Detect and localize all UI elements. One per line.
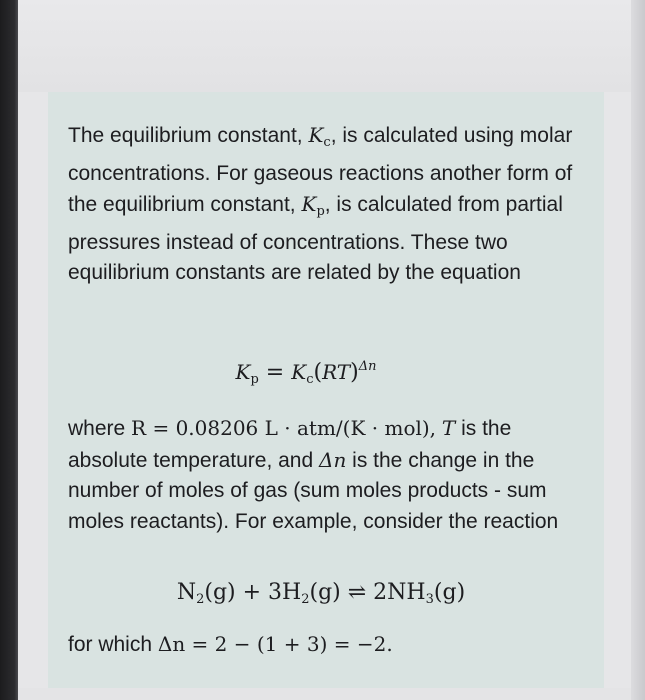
screen-edge [631,0,645,700]
reaction-equation: $N_2(g) + 3H_2(g)$ ⇌ $2NH_3(g)$ [176,580,466,607]
monitor-bezel [0,0,18,700]
kc-symbol: $K_c$ [308,123,331,150]
info-panel [48,92,604,688]
explanation-text-1: is the absolute temperature, and [68,417,512,472]
kp-symbol: $K_p$ [301,192,325,219]
relation-equation: $K_p = K_c(RT)^{\Delta n}$ [235,359,377,387]
explanation-text-2: is the change in the number of moles of gas (sum moles products - sum moles reactants). For example, consider the reaction [68,448,559,533]
explanation-paragraph [68,413,588,537]
gas-constant: R = 0.08206 L · atm/(K · mol), [131,416,437,440]
conclusion-line [68,632,393,657]
conclusion-math: Δn = 2 − (1 + 3) = −2. [157,632,393,656]
intro-text-2: , is calculated using molar concentrations. For gaseous reactions another form of the equilibrium constant, [68,124,573,216]
intro-text-3: , is calculated from partial pressures instead of concentrations. These two equilibrium constants are related by the equation [68,193,563,284]
intro-paragraph [68,120,588,289]
conclusion-prefix: for which [68,633,158,656]
delta-n-symbol: Δn [319,447,347,472]
screen-background [18,0,631,92]
screen-bottom [18,688,631,700]
intro-text-1: The equilibrium constant, [68,124,303,147]
where-text: where [68,417,126,440]
temperature-symbol: T [441,416,456,440]
